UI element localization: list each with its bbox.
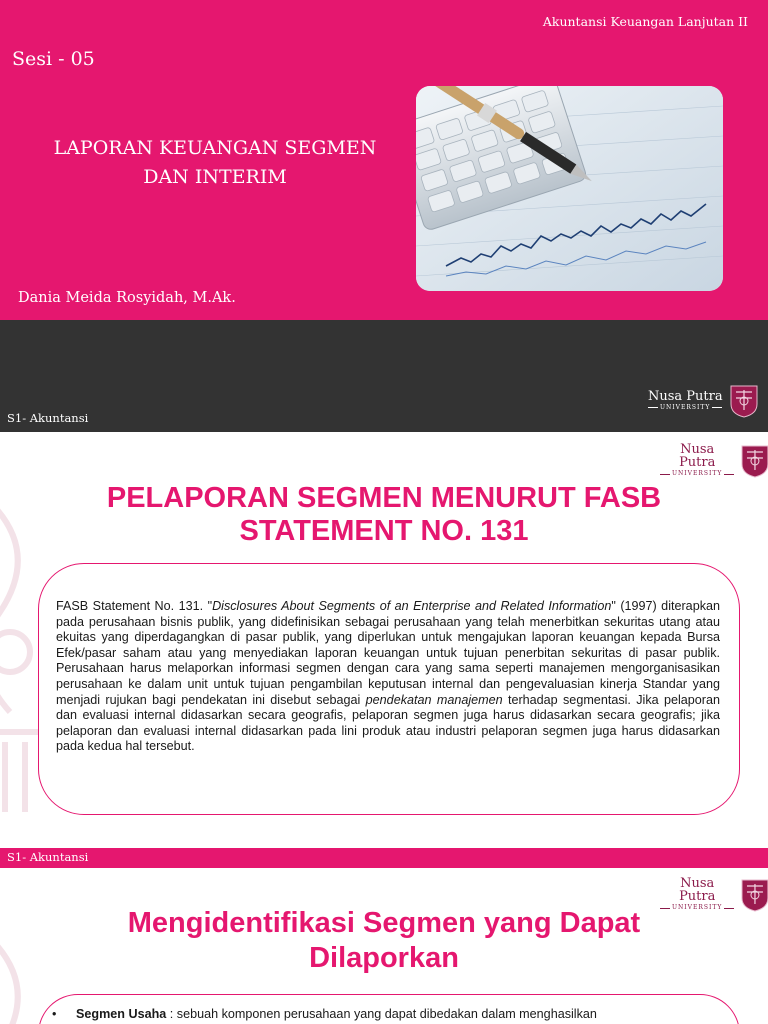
university-crest-icon: [729, 382, 759, 418]
list-item-description: : sebuah komponen perusahaan yang dapat dibedakan dalam menghasilkan: [166, 1007, 597, 1021]
university-crest-icon: [740, 442, 768, 478]
slide-title: [30, 134, 400, 192]
paragraph-text: terhadap segmentasi. Jika pelaporan dan evaluasi internal didasarkan secara geografis, pelaporan segmen juga harus didasarkan secara geografis; jika pelaporan dan evaluasi internal didasarkan pada lini produk atau industri pelaporan segmen juga harus didasarkan pada kedua hal tersebut.: [56, 692, 720, 754]
logo-name: Nusa Putra: [679, 876, 716, 904]
photo-illustration: [416, 86, 723, 291]
logo-name: Nusa Putra: [648, 388, 723, 404]
slide-heading: [0, 482, 768, 548]
calculator-pen-chart-photo: [416, 86, 723, 291]
paragraph-italic-title: Disclosures About Segments of an Enterprise and Related Information: [212, 599, 612, 613]
slide-heading: [0, 906, 768, 976]
content-slide-fasb: [0, 432, 768, 850]
slide-heading-line-1: PELAPORAN SEGMEN MENURUT FASB: [106, 482, 662, 514]
slide-heading-line-2: STATEMENT NO. 131: [239, 515, 529, 547]
paragraph-text: FASB Statement No. 131. ": [56, 599, 213, 613]
logo-subtitle: UNIVERSITY: [660, 471, 734, 477]
content-slide-segments: [0, 868, 768, 1024]
fasb-description-paragraph: [56, 599, 720, 755]
logo-name: Nusa Putra: [679, 442, 716, 470]
session-label: Sesi - 05: [12, 48, 95, 70]
list-item-text: [76, 1007, 597, 1021]
slide-title-line-2: DAN INTERIM: [143, 166, 287, 188]
list-item-term: Segmen Usaha: [76, 1007, 167, 1021]
footer-program-label: S1- Akuntansi: [7, 411, 89, 425]
course-name: Akuntansi Keuangan Lanjutan II: [542, 14, 748, 29]
title-slide: [0, 0, 768, 432]
logo-subtitle: UNIVERSITY: [648, 405, 723, 411]
paragraph-text: " (1997) diterapkan pada perusahaan bisnis publik, yang didefinisikan sebagai perusahaan yang telah menerbitkan sekuritas utang atau ekuitas yang diperdagangkan di pasar publik, yang diperlukan untuk mengajukan laporan keuangan kepada Bursa Efek/pasar saham atau yang menyediakan laporan keuangan untuk tujuan penerbitan sekuritas di pasar publik. Perusahaan harus melaporkan informasi segmen dengan cara yang sama seperti manajemen mengorganisasikan perusahaan ke dalam unit untuk tujuan pengambilan keputusan internal dan pengevaluasian kinerja Standar yang menjadi rujukan bagi pendekatan ini disebut sebagai: [56, 599, 720, 707]
logo-subtitle: UNIVERSITY: [660, 905, 734, 911]
slide-heading-line-2: Dilaporkan: [309, 942, 459, 974]
slide-footer-bar: [0, 848, 768, 868]
nusa-putra-logo-small: [660, 442, 768, 478]
paragraph-italic-term: pendekatan manajemen: [365, 692, 503, 707]
slide-heading-line-1: Mengidentifikasi Segmen yang Dapat: [127, 907, 641, 939]
author-name: Dania Meida Rosyidah, M.Ak.: [18, 290, 236, 306]
slide-title-line-1: LAPORAN KEUANGAN SEGMEN: [53, 137, 377, 159]
bullet-icon: •: [52, 1007, 57, 1021]
nusa-putra-logo: [648, 382, 759, 418]
footer-program-label: S1- Akuntansi: [7, 850, 89, 864]
list-item: [52, 1007, 728, 1021]
